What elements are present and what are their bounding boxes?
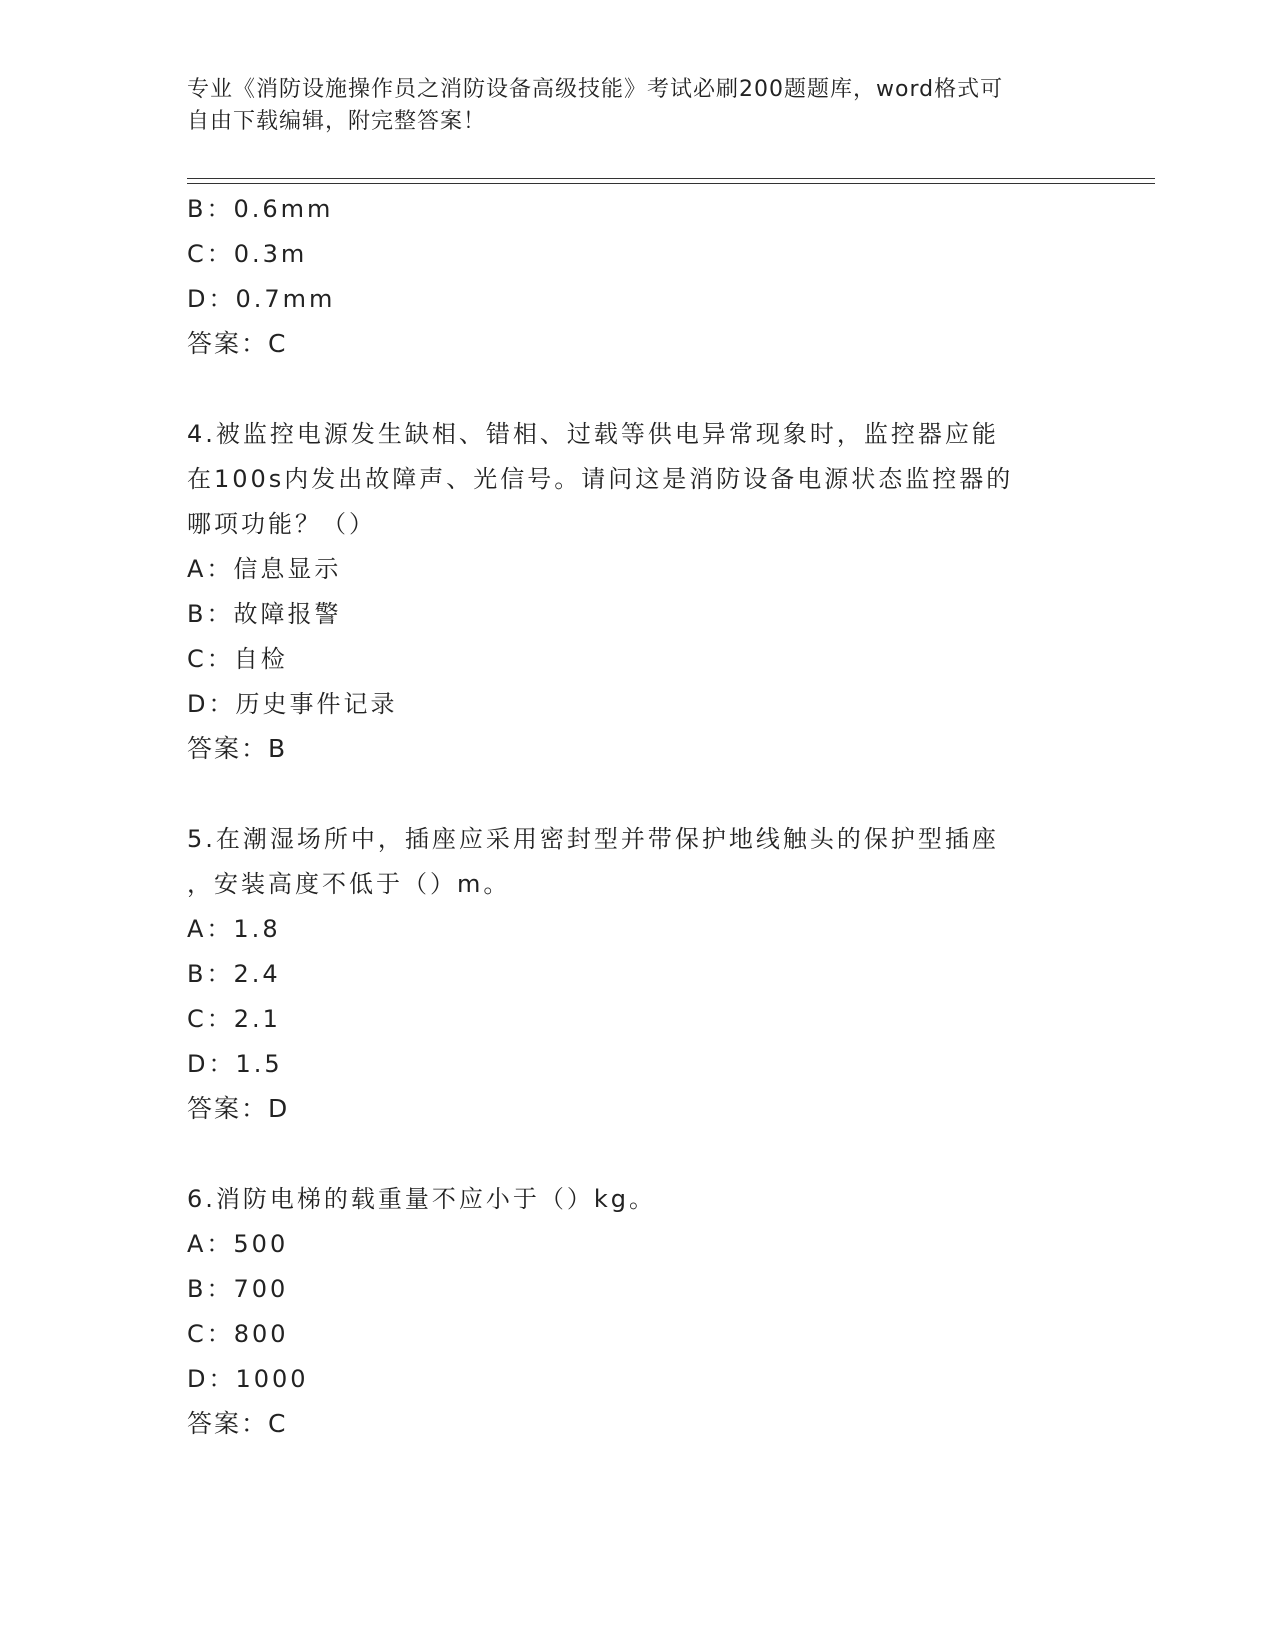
q4-option-c: C：自检 [187, 645, 288, 673]
q5-answer-value: D [268, 1094, 289, 1123]
q3-option-b: B：0.6mm [187, 195, 334, 223]
q6-option-b: B：700 [187, 1275, 289, 1303]
q5-stem-line-2: ，安装高度不低于（）m。 [187, 870, 511, 898]
q3-option-d: D：0.7mm [187, 285, 336, 313]
q5-answer-label: 答案： [187, 1094, 269, 1123]
q6-answer-value: C [268, 1409, 287, 1438]
header-divider-top [187, 178, 1155, 179]
q4-stem-line-2: 在100s内发出故障声、光信号。请问这是消防设备电源状态监控器的 [187, 465, 1014, 493]
header-divider-bottom [187, 183, 1155, 184]
q4-stem-line-3: 哪项功能？（） [187, 510, 376, 538]
q4-answer-label: 答案： [187, 734, 269, 763]
q4-stem-line-1: 4.被监控电源发生缺相、错相、过载等供电异常现象时，监控器应能 [187, 420, 999, 448]
q3-option-c: C：0.3m [187, 240, 308, 268]
q6-answer [187, 1408, 286, 1440]
q6-option-c: C：800 [187, 1320, 289, 1348]
document-header [187, 74, 1067, 138]
q6-stem-line-1: 6.消防电梯的载重量不应小于（）kg。 [187, 1185, 657, 1213]
q4-option-d: D：历史事件记录 [187, 690, 398, 718]
q4-option-a: A：信息显示 [187, 555, 342, 583]
q6-option-a: A：500 [187, 1230, 289, 1258]
q3-answer [187, 328, 286, 360]
q4-option-b: B：故障报警 [187, 600, 342, 628]
q5-answer [187, 1093, 288, 1125]
header-line-1: 专业《消防设施操作员之消防设备高级技能》考试必刷200题题库，word格式可 [187, 77, 1004, 102]
q6-answer-label: 答案： [187, 1409, 269, 1438]
q5-stem-line-1: 5.在潮湿场所中，插座应采用密封型并带保护地线触头的保护型插座 [187, 825, 999, 853]
q5-option-c: C：2.1 [187, 1005, 281, 1033]
q4-answer [187, 733, 286, 765]
q6-option-d: D：1000 [187, 1365, 309, 1393]
header-line-2: 自由下载编辑，附完整答案！ [187, 109, 487, 134]
q5-option-d: D：1.5 [187, 1050, 283, 1078]
q5-option-a: A：1.8 [187, 915, 281, 943]
q3-answer-value: C [268, 329, 287, 358]
q5-option-b: B：2.4 [187, 960, 281, 988]
q4-answer-value: B [268, 734, 287, 763]
q3-answer-label: 答案： [187, 329, 269, 358]
